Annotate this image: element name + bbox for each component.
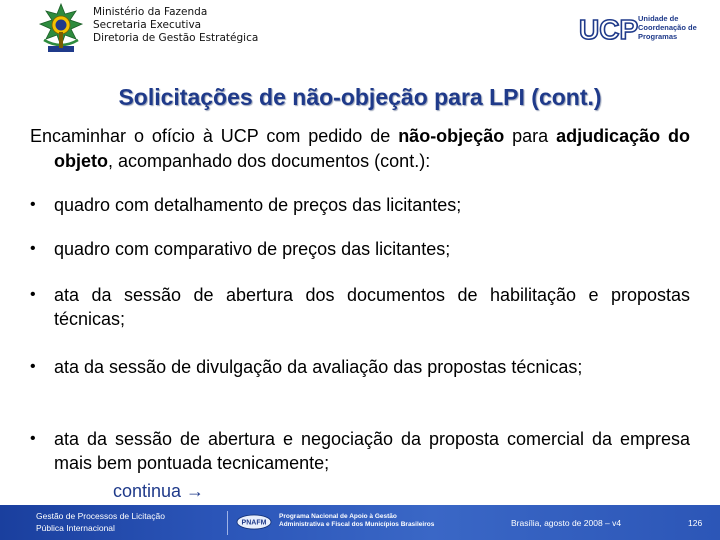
footer-date: Brasília, agosto de 2008 – v4 [511,518,622,528]
footer-program-line: Administrativa e Fiscal dos Municípios Brasileiros [279,521,435,528]
ministry-line: Diretoria de Gestão Estratégica [93,32,259,44]
intro-bold-text: adjudicação do objeto [54,126,691,171]
pnafm-logo-text: PNAFM [241,519,267,527]
intro-text: para [504,126,557,146]
ucp-logo-icon [579,12,697,46]
footer-program-line: Programa Nacional de Apoio à Gestão [279,513,397,520]
footer-course-line: Pública Internacional [36,523,115,533]
slide-footer [0,505,720,540]
list-item-text: quadro com detalhamento de preços das licitantes; [54,195,462,215]
bullet-dot-icon: • [30,196,36,213]
list-item [30,193,690,217]
continue-link[interactable]: continua → [113,481,205,501]
footer-program-name [279,513,434,529]
list-item-text: ata da sessão de abertura dos documentos de habilitação e propostas técnicas; [54,285,690,329]
list-item-text: ata da sessão de divulgação da avaliação das propostas técnicas; [54,357,583,377]
bullet-dot-icon: • [30,286,36,303]
intro-paragraph [30,124,690,174]
footer-divider [227,511,228,535]
pnafm-logo-icon [236,514,272,530]
brazil-coat-of-arms-icon [36,2,86,56]
intro-text: , acompanhado dos documentos (cont.): [108,151,431,171]
footer-course-line: Gestão de Processos de Licitação [36,511,165,521]
slide-header [0,0,720,62]
footer-course-title [36,510,165,534]
list-item-text: ata da sessão de abertura e negociação da proposta comercial da empresa mais bem pontuada tecnicamente; [54,429,690,473]
ministry-text [93,6,258,45]
ministry-line: Secretaria Executiva [93,19,202,31]
list-item [30,283,690,331]
intro-text: Encaminhar o ofício à UCP com pedido de [30,126,399,146]
ucp-logo-sub-line: Coordenação de [638,23,697,32]
bullet-dot-icon: • [30,430,36,447]
ministry-line: Ministério da Fazenda [93,6,208,18]
list-item [30,237,690,261]
list-item-text: quadro com comparativo de preços das licitantes; [54,239,451,259]
list-item [30,355,690,379]
bullet-dot-icon: • [30,358,36,375]
ucp-logo-text: UCP [579,14,639,45]
ucp-logo-sub-line: Programas [638,32,678,41]
bullet-dot-icon: • [30,240,36,257]
intro-bold-text: não-objeção [398,126,505,146]
list-item [30,427,690,475]
slide-title: Solicitações de não-objeção para LPI (cont.) [118,84,602,110]
page-number: 126 [688,518,703,528]
ucp-logo-sub-line: Unidade de [638,14,679,23]
